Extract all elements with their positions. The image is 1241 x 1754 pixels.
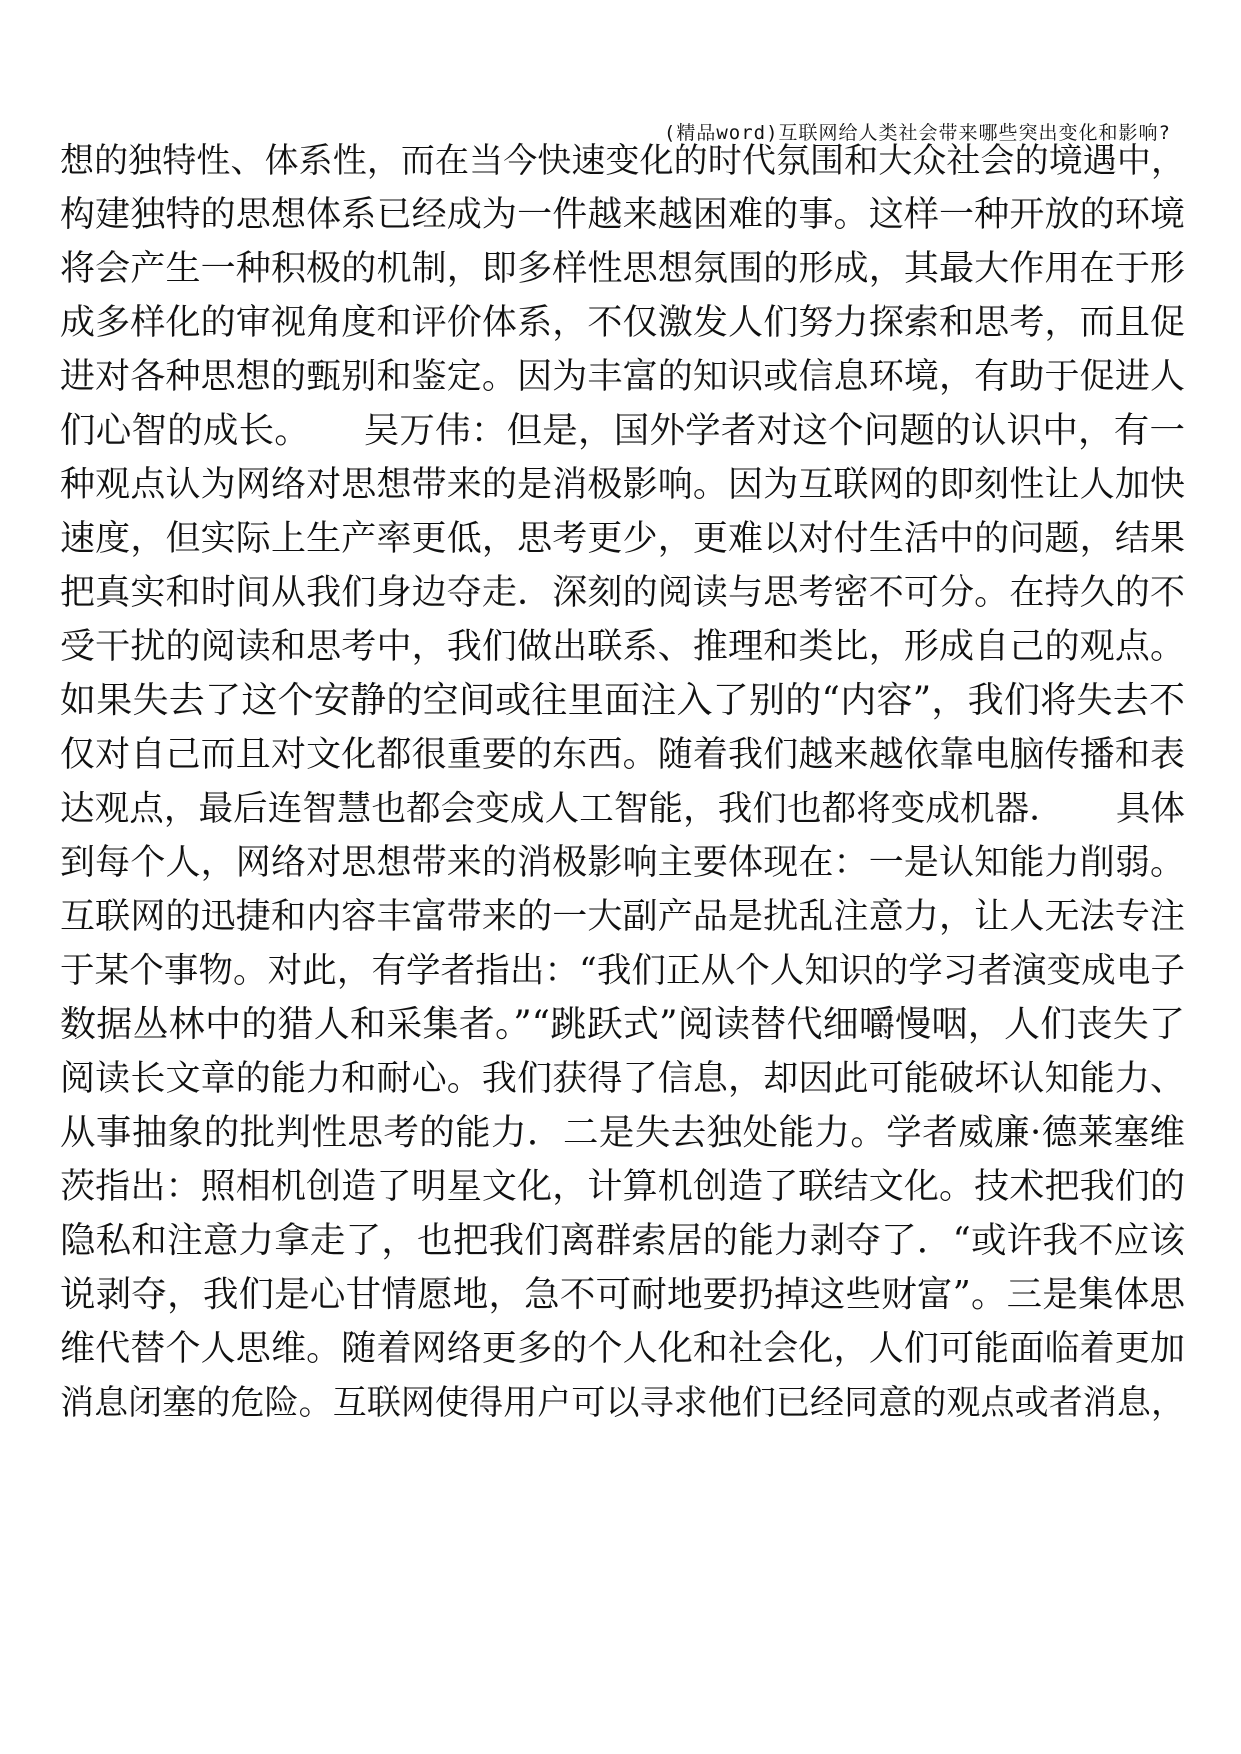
- body-line: 说剥夺，我们是心甘情愿地，急不可耐地要扔掉这些财富”。三是集体思: [60, 1274, 1185, 1315]
- body-line: 到每个人，网络对思想带来的消极影响主要体现在：一是认知能力削弱。: [60, 843, 1185, 883]
- body-line: 从事抽象的批判性思考的能力．二是失去独处能力。学者威廉·德莱塞维: [60, 1112, 1185, 1153]
- body-line: 把真实和时间从我们身边夺走．深刻的阅读与思考密不可分。在持久的不: [60, 573, 1185, 613]
- body-line: 隐私和注意力拿走了，也把我们离群索居的能力剥夺了．“或许我不应该: [60, 1220, 1185, 1261]
- body-line: 维代替个人思维。随着网络更多的个人化和社会化，人们可能面临着更加: [60, 1329, 1185, 1369]
- body-line: 数据丛林中的猎人和采集者。”“跳跃式”阅读替代细嚼慢咽，人们丧失了: [60, 1004, 1185, 1045]
- body-line: 于某个事物。对此，有学者指出：“我们正从个人知识的学习者演变成电子: [60, 951, 1185, 991]
- body-line: 将会产生一种积极的机制，即多样性思想氛围的形成，其最大作用在于形: [60, 249, 1185, 289]
- body-line: 种观点认为网络对思想带来的是消极影响。因为互联网的即刻性让人加快: [60, 465, 1185, 505]
- body-line: 茨指出：照相机创造了明星文化，计算机创造了联结文化。技术把我们的: [60, 1167, 1185, 1207]
- body-line: 成多样化的审视角度和评价体系，不仅激发人们努力探索和思考，而且促: [60, 303, 1185, 343]
- document-body: [60, 134, 1185, 1430]
- body-line: 们心智的成长。 吴万伟：但是，国外学者对这个问题的认识中，有一: [60, 410, 1185, 451]
- body-line: 互联网的迅捷和内容丰富带来的一大副产品是扰乱注意力，让人无法专注: [60, 897, 1185, 937]
- body-line: 阅读长文章的能力和耐心。我们获得了信息，却因此可能破坏认知能力、: [60, 1059, 1185, 1099]
- running-header: (精品word)互联网给人类社会带来哪些突出变化和影响?: [663, 122, 1171, 144]
- body-line: 进对各种思想的甄别和鉴定。因为丰富的知识或信息环境，有助于促进人: [60, 357, 1185, 397]
- body-line: 消息闭塞的危险。互联网使得用户可以寻求他们已经同意的观点或者消息，: [60, 1383, 1185, 1423]
- body-line: 达观点，最后连智慧也都会变成人工智能，我们也都将变成机器． 具体: [60, 789, 1185, 829]
- body-line: 构建独特的思想体系已经成为一件越来越困难的事。这样一种开放的环境: [60, 195, 1185, 235]
- body-line: 速度，但实际上生产率更低，思考更少，更难以对付生活中的问题，结果: [60, 519, 1185, 559]
- body-line: 仅对自己而且对文化都很重要的东西。随着我们越来越依靠电脑传播和表: [60, 735, 1185, 775]
- body-line: 如果失去了这个安静的空间或往里面注入了别的“内容”，我们将失去不: [60, 680, 1185, 721]
- body-line: 想的独特性、体系性，而在当今快速变化的时代氛围和大众社会的境遇中，: [60, 141, 1185, 181]
- body-line: 受干扰的阅读和思考中，我们做出联系、推理和类比，形成自己的观点。: [60, 627, 1185, 667]
